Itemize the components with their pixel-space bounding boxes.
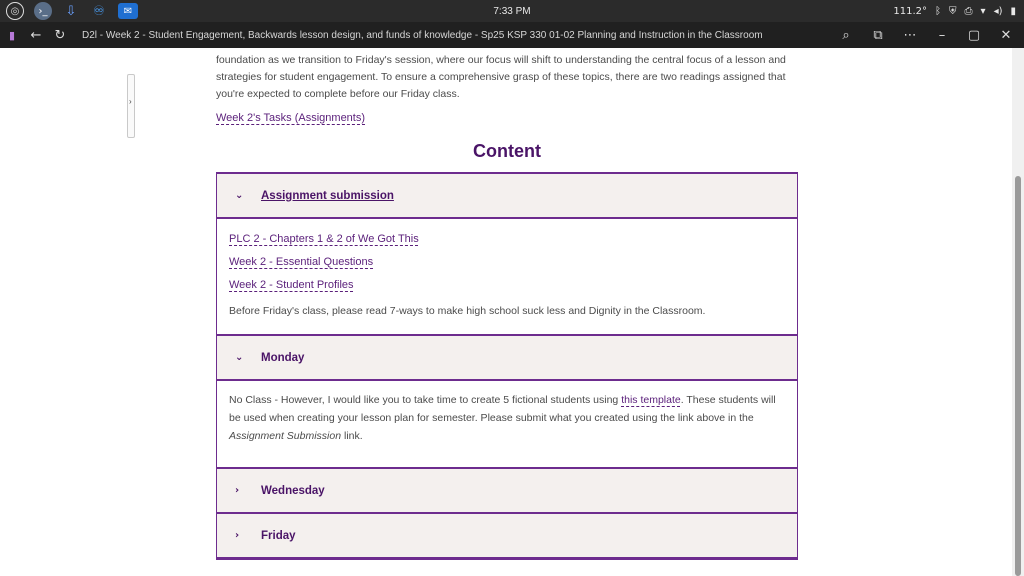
system-tray (893, 6, 1016, 17)
terminal-icon[interactable]: ›_ (34, 2, 52, 20)
printer-icon[interactable]: ⎙ (964, 5, 973, 17)
monday-text-start: No Class - However, I would like you to take time to create 5 fictional students using (229, 394, 622, 406)
files-icon[interactable]: ⇩ (65, 3, 77, 19)
chevron-right-icon: › (129, 97, 132, 106)
assignment-link[interactable]: PLC 2 - Chapters 1 & 2 of We Got This (229, 233, 419, 245)
section-body-assignment-submission (217, 219, 797, 336)
system-taskbar (0, 0, 1024, 22)
section-header-friday[interactable] (217, 514, 797, 559)
section-header-wednesday[interactable] (217, 469, 797, 514)
reading-note: Before Friday's class, please read 7-ways to make high school suck less and Dignity in the Classroom. (229, 305, 706, 317)
intro-paragraph: foundation as we transition to Friday's session, where our focus will shift to understanding the central focus of a lesson and strategies for student engagement. To ensure a comprehensive grasp of these topics, there are two readings assigned that you're expected to complete before our Friday class. (216, 54, 786, 100)
side-panel-toggle[interactable] (127, 74, 135, 138)
page-title: D2l - Week 2 - Student Engagement, Backwards lesson design, and funds of knowledge - Sp25 KSP 330 01-02 Planning and Instruction in the Classroom (82, 29, 763, 41)
section-header-assignment-submission[interactable] (217, 174, 797, 219)
template-link[interactable]: this template (621, 394, 681, 406)
monday-text-middle: . These students will be used when creating your lesson plan for semester. Please submit what you created using the link above in the (229, 394, 776, 424)
assignment-link[interactable]: Week 2 - Student Profiles (229, 279, 354, 291)
back-arrow-icon[interactable]: ← (30, 27, 42, 43)
mail-app-icon[interactable]: ✉ (118, 3, 138, 19)
chevron-down-icon: ⌄ (235, 352, 244, 363)
clock: 7:33 PM (493, 5, 531, 17)
scrollbar-thumb[interactable] (1015, 176, 1021, 576)
page-viewport (0, 48, 1024, 576)
reload-icon[interactable]: ↻ (54, 27, 66, 43)
assignment-submission-reference: Assignment Submission (229, 430, 342, 442)
week-tasks-link[interactable]: Week 2's Tasks (Assignments) (216, 112, 366, 124)
wifi-icon[interactable]: ▾ (980, 5, 986, 17)
monday-text (229, 391, 785, 445)
browser-controls (834, 22, 1024, 48)
close-icon[interactable]: ✕ (1000, 27, 1012, 43)
restore-icon[interactable]: ▢ (967, 27, 981, 43)
more-menu-icon[interactable]: ⋯ (903, 27, 917, 43)
section-title: Monday (261, 351, 305, 364)
section-title: Friday (261, 529, 296, 542)
chevron-right-icon: › (235, 485, 240, 496)
content-accordion (216, 172, 798, 560)
page-scrollbar[interactable] (1012, 48, 1024, 576)
monday-text-end: link. (341, 430, 363, 442)
section-title[interactable]: Assignment submission (261, 189, 394, 202)
taskbar-apps (0, 2, 200, 20)
translate-icon[interactable]: ⧉ (873, 27, 883, 43)
bluetooth-icon[interactable]: ᛒ (935, 5, 942, 17)
section-title: Wednesday (261, 484, 325, 497)
app-icon[interactable]: ♾ (93, 3, 105, 19)
shield-icon[interactable]: ⛨ (949, 5, 957, 17)
app-menu-icon[interactable]: ◎ (6, 2, 24, 20)
section-header-monday[interactable] (217, 336, 797, 381)
main-content (216, 48, 798, 560)
content-heading: Content (473, 141, 541, 161)
system-status-text: 111.2° (893, 5, 928, 17)
volume-icon[interactable]: ◂) (993, 5, 1003, 17)
zoom-icon[interactable]: ⌕ (842, 27, 850, 43)
section-body-monday (217, 381, 797, 469)
battery-icon[interactable]: ▮ (1010, 5, 1016, 17)
extension-icon[interactable]: ▮ (8, 28, 16, 42)
browser-toolbar (0, 22, 1024, 48)
assignment-link[interactable]: Week 2 - Essential Questions (229, 256, 374, 268)
minimize-icon[interactable]: – (938, 27, 946, 43)
chevron-right-icon: › (235, 530, 240, 541)
chevron-down-icon: ⌄ (235, 190, 244, 201)
